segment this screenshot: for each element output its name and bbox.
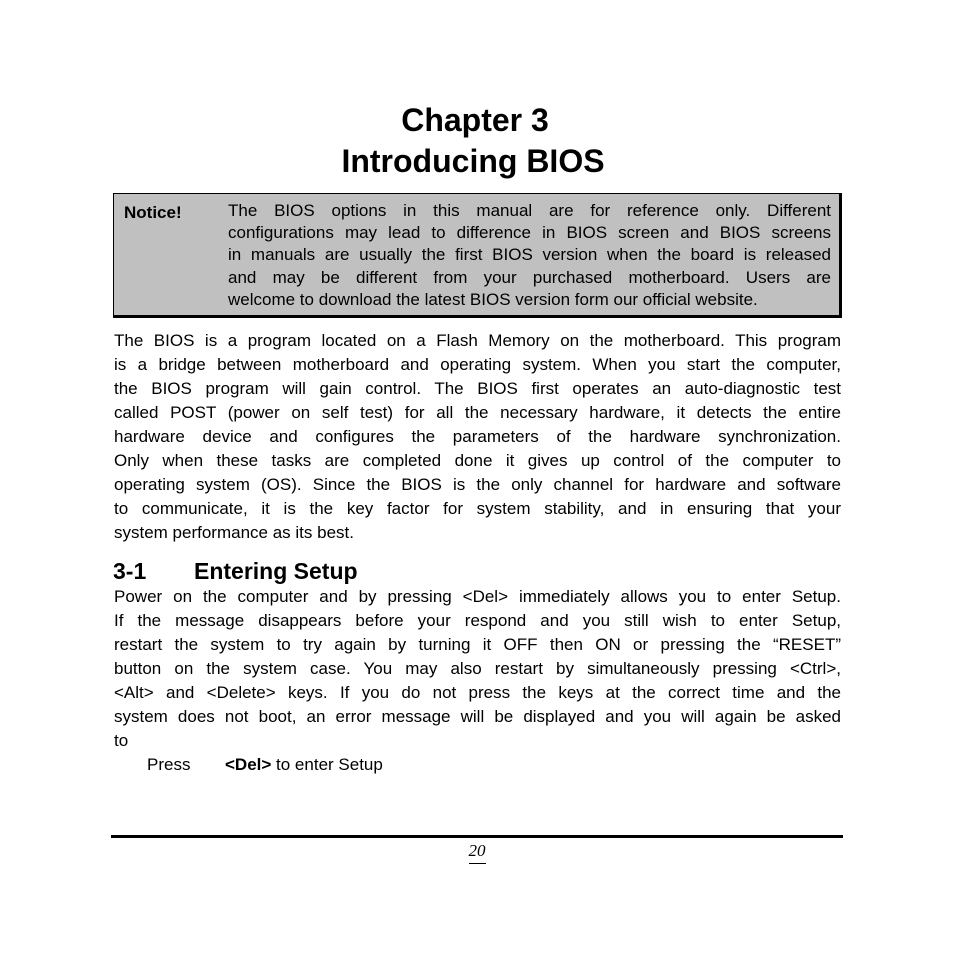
paragraph-line: If the message disappears before your respond and you still wish to enter Setup, [114,611,841,630]
paragraph-line: hardware device and configures the parameters of the hardware synchronization. [114,427,841,446]
chapter-title: Introducing BIOS [341,143,605,179]
notice-line: and may be different from your purchased motherboard. Users are [228,267,831,287]
paragraph-line: to [114,731,129,750]
paragraph-line: <Alt> and <Delete> keys. If you do not press the keys at the correct time and the [114,683,841,702]
footer-rule [111,835,843,838]
chapter-number: Chapter 3 [401,102,549,138]
notice-line: configurations may lead to difference in BIOS screen and BIOS screens [228,223,831,243]
paragraph-line: The BIOS is a program located on a Flash Memory on the motherboard. This program [114,331,841,350]
section-title: Entering Setup [194,558,358,584]
notice-line: in manuals are usually the first BIOS version when the board is released [228,245,831,265]
notice-box [113,193,842,318]
paragraph-line: is a bridge between motherboard and operating system. When you start the computer, [114,355,841,374]
notice-line: The BIOS options in this manual are for reference only. Different [228,201,831,220]
paragraph-line: to communicate, it is the key factor for system stability, and in ensuring that your [114,499,841,518]
press-action: to enter Setup [271,755,383,774]
paragraph-line: button on the system case. You may also restart by simultaneously pressing <Ctrl>, [114,659,841,678]
notice-line: welcome to download the latest BIOS version form our official website. [228,289,758,309]
section-heading [113,557,358,585]
setup-paragraph [114,585,841,753]
paragraph-line: called POST (power on self test) for all the necessary hardware, it detects the entire [114,403,841,422]
press-instruction [147,753,383,777]
notice-label: Notice! [124,203,182,222]
paragraph-line: restart the system to try again by turning it OFF then ON or pressing the “RESET” [114,635,841,654]
paragraph-line: system performance as its best. [114,523,354,542]
paragraph-line: the BIOS program will gain control. The BIOS first operates an auto-diagnostic test [114,379,841,398]
page-number-text: 20 [469,841,486,864]
paragraph-line: system does not boot, an error message will be displayed and you will again be asked [114,707,841,726]
del-key: <Del> [225,755,272,774]
paragraph-line: Power on the computer and by pressing <Del> immediately allows you to enter Setup. [114,587,841,606]
press-label: Press [147,755,191,774]
paragraph-line: operating system (OS). Since the BIOS is the only channel for hardware and software [114,475,841,494]
intro-paragraph [114,329,841,545]
paragraph-line: Only when these tasks are completed done it gives up control of the computer to [114,451,841,470]
section-number: 3-1 [113,558,147,584]
notice-text [228,200,831,311]
page-number [0,840,954,864]
